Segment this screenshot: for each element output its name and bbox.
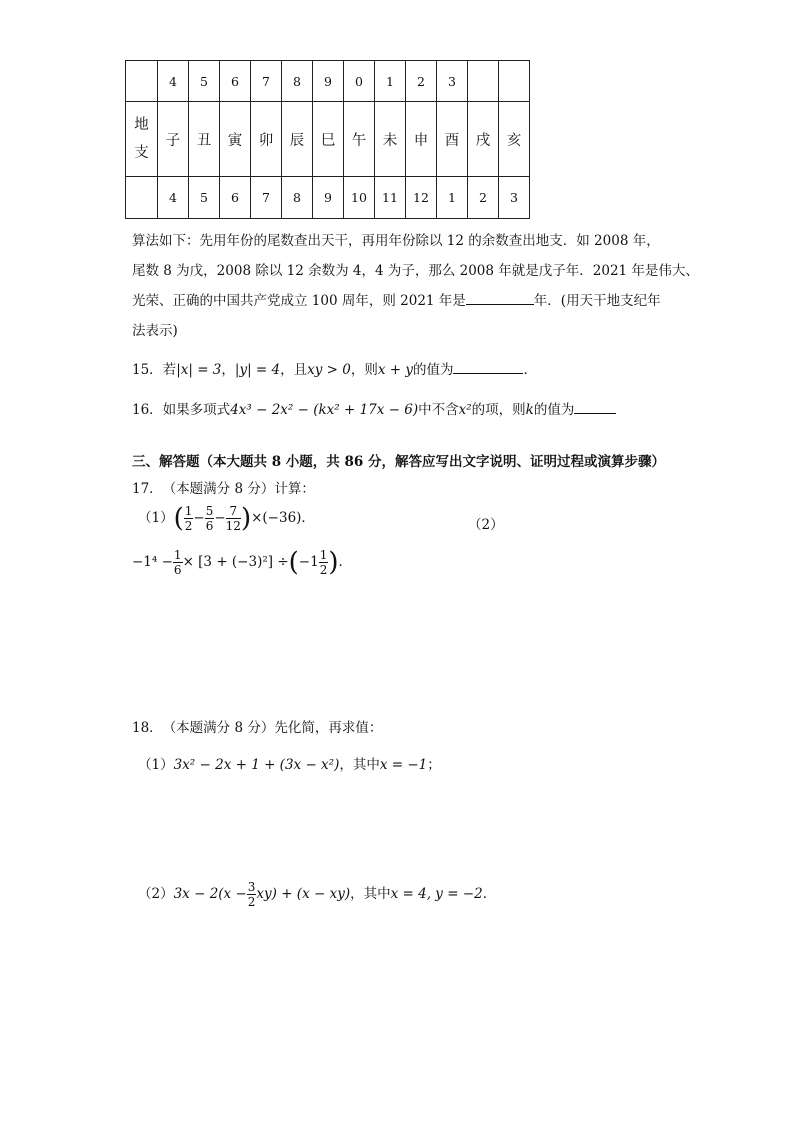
math-expr: 3x − 2(x − bbox=[173, 886, 247, 902]
table-cell: 3 bbox=[499, 177, 530, 219]
table-cell: 4 bbox=[158, 177, 189, 219]
table-cell bbox=[126, 61, 158, 102]
q-text: 15．若 bbox=[132, 362, 177, 378]
dizhi-table bbox=[125, 60, 530, 219]
paren-close: ) bbox=[240, 503, 252, 534]
section-heading: 三、解答题（本大题共 8 小题，共 86 分，解答应写出文字说明、证明过程或演算步骤） bbox=[132, 454, 665, 470]
question-16 bbox=[132, 398, 616, 418]
table-cell: 11 bbox=[375, 177, 406, 219]
math-expr: xy) + (x − xy) bbox=[256, 886, 351, 902]
table-cell: 酉 bbox=[437, 102, 468, 177]
question-17-heading: 17． （本题满分 8 分）计算： bbox=[132, 481, 315, 497]
table-cell: 7 bbox=[251, 61, 282, 102]
table-cell: 10 bbox=[344, 177, 375, 219]
fraction bbox=[247, 880, 257, 909]
algo-line-4: 法表示) bbox=[132, 323, 178, 339]
table-cell: 9 bbox=[313, 177, 344, 219]
table-cell: 6 bbox=[220, 61, 251, 102]
math-expr: −1 bbox=[298, 554, 319, 570]
q-text: ． bbox=[523, 362, 537, 378]
table-cell: 丑 bbox=[189, 102, 220, 177]
answer-blank[interactable] bbox=[466, 290, 534, 305]
row-header-dizhi bbox=[126, 102, 158, 177]
fraction-denominator: 12 bbox=[225, 519, 241, 533]
q-text: 中不含 bbox=[418, 402, 459, 418]
paren-open: ( bbox=[173, 503, 184, 534]
math-expr: |x| = 3 bbox=[176, 362, 222, 378]
table-cell: 亥 bbox=[499, 102, 530, 177]
answer-blank[interactable] bbox=[574, 399, 616, 414]
table-cell: 2 bbox=[406, 61, 437, 102]
question-18-heading: 18． （本题满分 8 分）先化简，再求值： bbox=[132, 720, 383, 736]
q-text: ，其中 bbox=[350, 886, 391, 902]
question-15 bbox=[132, 358, 537, 378]
table-row bbox=[126, 102, 530, 177]
table-cell bbox=[468, 61, 499, 102]
q-text: ， bbox=[221, 362, 235, 378]
part-label: （2） bbox=[468, 517, 504, 533]
row-header-char: 地 bbox=[134, 117, 149, 133]
question-18-part-2 bbox=[138, 880, 496, 909]
q-text: ，则 bbox=[350, 362, 378, 378]
table-cell: 申 bbox=[406, 102, 437, 177]
table-cell: 9 bbox=[313, 61, 344, 102]
q-text: ． bbox=[482, 886, 497, 902]
fraction-denominator: 2 bbox=[319, 563, 328, 577]
fraction bbox=[173, 548, 183, 577]
table-cell: 未 bbox=[375, 102, 406, 177]
table-cell: 1 bbox=[375, 61, 406, 102]
fraction bbox=[205, 504, 215, 533]
math-expr: x = 4, y = −2 bbox=[390, 886, 483, 902]
math-expr: x = −1 bbox=[379, 757, 428, 773]
algo-line-2: 尾数 8 为戊，2008 除以 12 余数为 4，4 为子，那么 2008 年就是戊子年．2021 年是伟大、 bbox=[132, 263, 699, 279]
row-header-char: 支 bbox=[134, 145, 149, 161]
fraction-denominator: 6 bbox=[205, 519, 214, 533]
table-cell: 巳 bbox=[313, 102, 344, 177]
part-label: （1） bbox=[138, 757, 174, 773]
algo-line-3 bbox=[132, 289, 661, 309]
fraction-numerator: 3 bbox=[247, 880, 256, 894]
q-text: 16．如果多项式 bbox=[132, 402, 231, 418]
table-cell: 8 bbox=[282, 61, 313, 102]
math-expr: × [3 + (−3)²] ÷ bbox=[182, 554, 289, 570]
table-cell: 12 bbox=[406, 177, 437, 219]
fraction-numerator: 7 bbox=[226, 504, 241, 519]
q-text: ； bbox=[427, 757, 441, 773]
table-cell: 子 bbox=[158, 102, 189, 177]
algo-text: 光荣、正确的中国共产党成立 100 周年，则 2021 年是 bbox=[132, 293, 466, 309]
part-label: （2） bbox=[138, 886, 174, 902]
q-text: ，且 bbox=[280, 362, 308, 378]
table-cell bbox=[126, 177, 158, 219]
math-expr: xy > 0 bbox=[307, 362, 351, 378]
fraction-denominator: 6 bbox=[173, 563, 182, 577]
question-18-part-1 bbox=[138, 753, 441, 773]
q-text: 的值为 bbox=[533, 402, 575, 418]
math-expr: 4x³ − 2x² − (kx² + 17x − 6) bbox=[230, 402, 419, 418]
fraction bbox=[226, 504, 241, 533]
fraction-numerator: 1 bbox=[319, 548, 328, 562]
table-cell: 5 bbox=[189, 177, 220, 219]
fraction-numerator: 5 bbox=[205, 504, 214, 518]
fraction bbox=[184, 504, 194, 533]
table-cell: 3 bbox=[437, 61, 468, 102]
operator: − bbox=[193, 510, 205, 526]
table-cell: 寅 bbox=[220, 102, 251, 177]
fraction-denominator: 2 bbox=[247, 895, 256, 909]
table-cell: 4 bbox=[158, 61, 189, 102]
math-expr: |y| = 4 bbox=[234, 362, 281, 378]
question-17-part-1 bbox=[138, 504, 315, 533]
table-cell: 辰 bbox=[282, 102, 313, 177]
fraction bbox=[319, 548, 329, 577]
paren-open: ( bbox=[288, 547, 299, 578]
table-cell: 7 bbox=[251, 177, 282, 219]
table-cell: 8 bbox=[282, 177, 313, 219]
math-expr: ． bbox=[338, 554, 352, 570]
paren-close: ) bbox=[328, 547, 339, 578]
table-cell bbox=[499, 61, 530, 102]
q-text: 的项，则 bbox=[471, 402, 526, 418]
algo-text: 年．(用天干地支纪年 bbox=[533, 293, 661, 309]
table-cell: 1 bbox=[437, 177, 468, 219]
table-cell: 5 bbox=[189, 61, 220, 102]
answer-blank[interactable] bbox=[453, 359, 523, 374]
table-cell: 午 bbox=[344, 102, 375, 177]
math-expr: ×(−36)． bbox=[251, 510, 315, 526]
math-expr: −1⁴ − bbox=[132, 554, 173, 570]
math-expr: x + y bbox=[377, 362, 413, 378]
fraction-numerator: 1 bbox=[173, 548, 182, 562]
table-cell: 6 bbox=[220, 177, 251, 219]
q-text: ，其中 bbox=[339, 757, 380, 773]
algo-line-1: 算法如下：先用年份的尾数查出天干，再用年份除以 12 的余数查出地支．如 2008 年， bbox=[132, 233, 660, 249]
part-label: （1） bbox=[138, 510, 174, 526]
question-17-part-2 bbox=[132, 548, 352, 577]
table-cell: 2 bbox=[468, 177, 499, 219]
operator: − bbox=[214, 510, 226, 526]
table-row bbox=[126, 177, 530, 219]
table-cell: 卯 bbox=[251, 102, 282, 177]
table-row bbox=[126, 61, 530, 102]
math-expr: k bbox=[525, 402, 534, 418]
math-expr: 3x² − 2x + 1 + (3x − x²) bbox=[173, 757, 340, 773]
math-expr: x² bbox=[458, 402, 472, 418]
q-text: 的值为 bbox=[412, 362, 454, 378]
table-cell: 戌 bbox=[468, 102, 499, 177]
fraction-denominator: 2 bbox=[184, 519, 193, 533]
table-cell: 0 bbox=[344, 61, 375, 102]
fraction-numerator: 1 bbox=[184, 504, 193, 518]
